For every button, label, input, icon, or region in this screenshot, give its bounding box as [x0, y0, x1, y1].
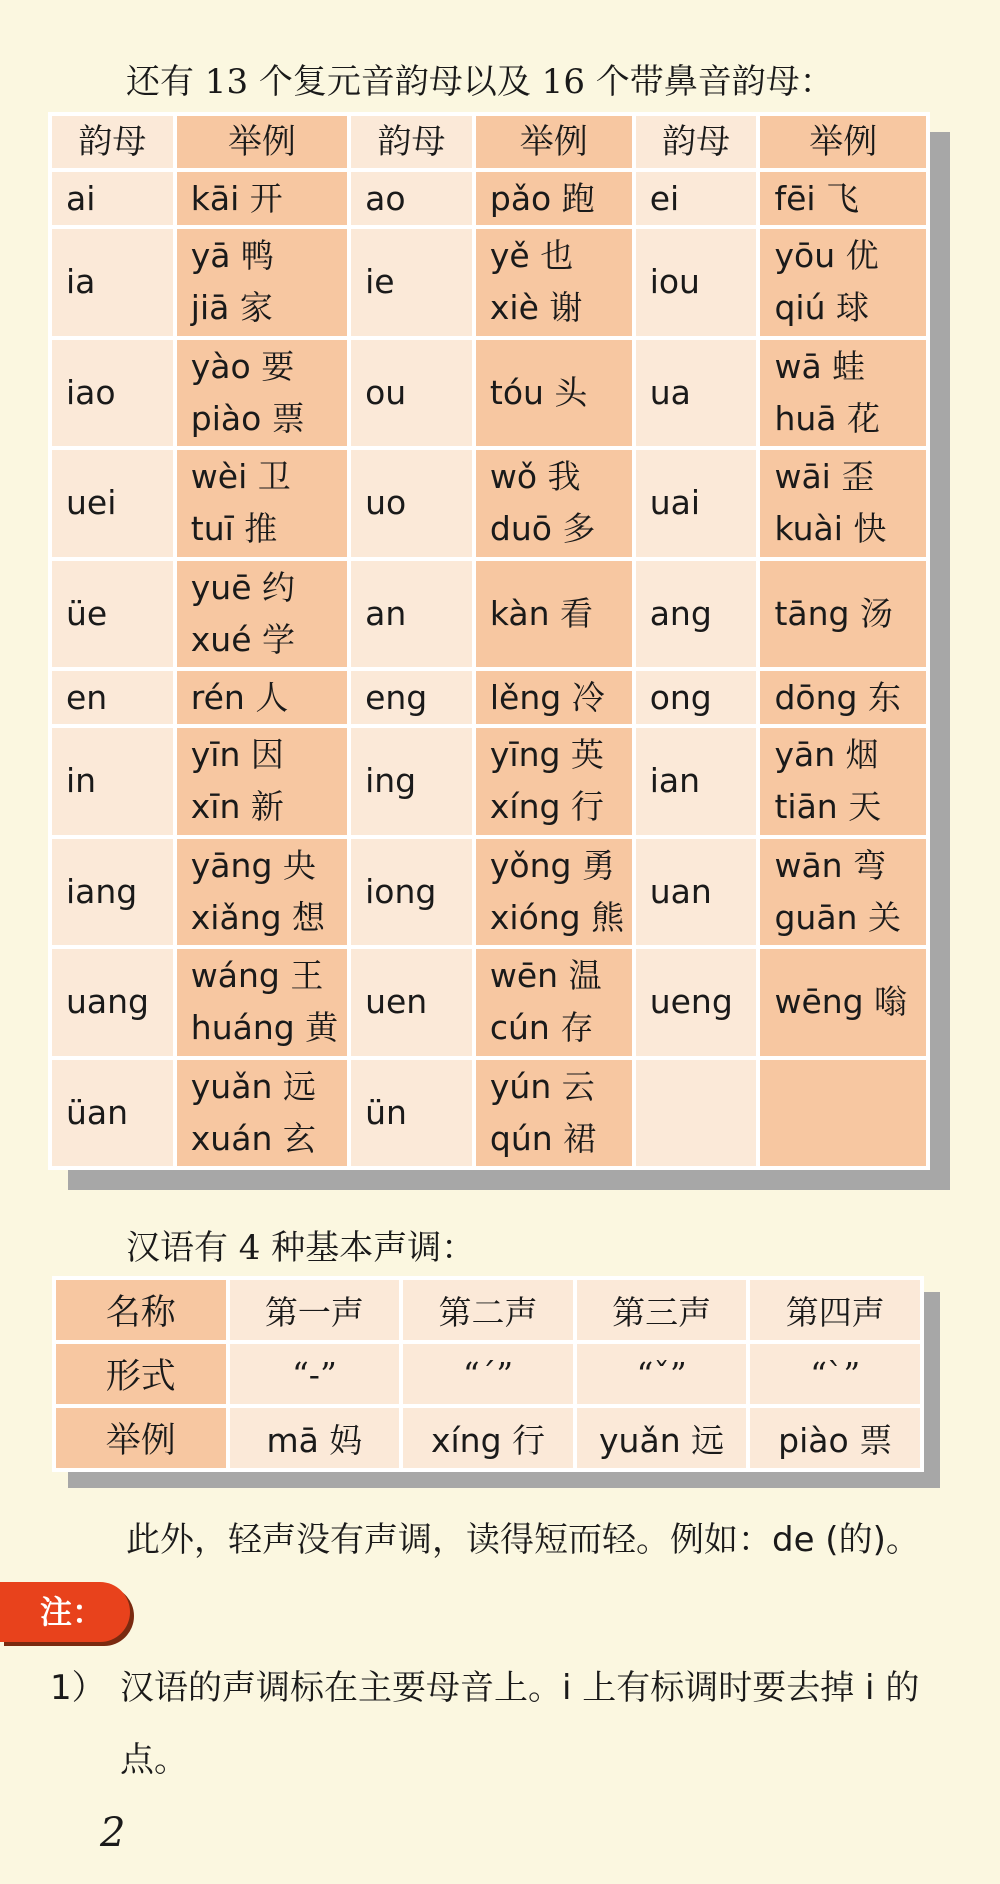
example-word: wā 蛙: [774, 346, 866, 386]
example-cell: [476, 561, 632, 667]
example-word: wǒ 我: [489, 457, 581, 497]
finals-row: [52, 450, 926, 556]
tone-example: xíng 行: [403, 1408, 573, 1468]
example-word: wèi 卫: [190, 457, 291, 497]
example-cell: [177, 671, 347, 724]
example-word: yīng 英: [489, 735, 604, 775]
page-number: 2: [100, 1810, 126, 1856]
example-word: yōu 优: [774, 236, 879, 276]
finals-row: [52, 340, 926, 446]
final-cell: uai: [636, 450, 757, 556]
example-word: qún 裙: [489, 1118, 597, 1158]
neutral-tone-text: 此外，轻声没有声调，读得短而轻。例如：de (的)。: [126, 1520, 920, 1560]
example-word: wēn 温: [489, 956, 602, 996]
example-word: xíng 行: [489, 787, 604, 827]
example-word: xué 学: [190, 619, 296, 659]
example-word: jiā 家: [190, 288, 273, 328]
tone-example: mā 妈: [230, 1408, 400, 1468]
example-word: wēng 嗡: [774, 982, 908, 1022]
example-word: xuán 玄: [190, 1118, 316, 1158]
final-cell: iong: [351, 839, 472, 945]
note-label: 注：: [0, 1582, 130, 1642]
example-word: wāi 歪: [774, 457, 875, 497]
finals-header-row: [52, 116, 926, 168]
tone-form: “ˋ”: [750, 1344, 920, 1404]
final-cell: ao: [351, 172, 472, 225]
example-word: huáng 黄: [190, 1008, 339, 1048]
example-word: yuē 约: [190, 567, 296, 607]
example-word: tuī 推: [190, 509, 278, 549]
example-word: kàn 看: [489, 593, 594, 633]
tones-row-names: [56, 1280, 920, 1340]
tone-name: 第四声: [750, 1280, 920, 1340]
note-text: 汉语的声调标在主要母音上。i 上有标调时要去掉 i 的点。: [120, 1668, 920, 1780]
final-cell: ang: [636, 561, 757, 667]
final-cell: ia: [52, 229, 173, 335]
example-cell: [177, 172, 347, 225]
header-example: 举例: [177, 116, 347, 168]
final-cell: uang: [52, 949, 173, 1055]
example-word: xīn 新: [190, 787, 284, 827]
example-word: qiú 球: [774, 288, 869, 328]
final-cell: uo: [351, 450, 472, 556]
final-cell: [636, 1060, 757, 1167]
example-cell: [760, 561, 926, 667]
final-cell: ing: [351, 728, 472, 834]
final-cell: ai: [52, 172, 173, 225]
example-cell: [760, 728, 926, 834]
example-word: kuài 快: [774, 509, 887, 549]
tones-row-forms: [56, 1344, 920, 1404]
finals-row: [52, 671, 926, 724]
tone-name: 第一声: [230, 1280, 400, 1340]
example-word: huā 花: [774, 398, 881, 438]
example-word: pǎo 跑: [489, 178, 595, 218]
final-cell: uan: [636, 839, 757, 945]
finals-row: [52, 728, 926, 834]
example-cell: [476, 949, 632, 1055]
example-word: wáng 王: [190, 956, 324, 996]
final-cell: üe: [52, 561, 173, 667]
tones-intro: 汉语有 4 种基本声调：: [126, 1228, 476, 1268]
tones-table: [52, 1276, 924, 1472]
finals-row: [52, 172, 926, 225]
example-word: lěng 冷: [489, 677, 605, 717]
finals-row: [52, 949, 926, 1055]
example-cell: [760, 949, 926, 1055]
example-word: kāi 开: [190, 178, 283, 218]
final-cell: ou: [351, 340, 472, 446]
final-cell: ie: [351, 229, 472, 335]
header-example: 举例: [760, 116, 926, 168]
example-cell: [476, 229, 632, 335]
finals-row: [52, 1060, 926, 1167]
final-cell: ong: [636, 671, 757, 724]
example-cell: [476, 172, 632, 225]
row-label: 形式: [56, 1344, 226, 1404]
tone-name: 第三声: [577, 1280, 747, 1340]
example-word: dōng 东: [774, 677, 901, 717]
header-final: 韵母: [52, 116, 173, 168]
example-word: xiǎng 想: [190, 897, 326, 937]
final-cell: iang: [52, 839, 173, 945]
final-cell: iao: [52, 340, 173, 446]
example-word: tóu 头: [489, 372, 588, 412]
example-word: piào 票: [190, 398, 305, 438]
example-word: yǒng 勇: [489, 845, 615, 885]
note-number: 1）: [50, 1668, 106, 1708]
tone-name: 第二声: [403, 1280, 573, 1340]
final-cell: an: [351, 561, 472, 667]
final-cell: ueng: [636, 949, 757, 1055]
tone-form: “ˇ”: [577, 1344, 747, 1404]
example-word: yuǎn 远: [190, 1066, 316, 1106]
final-cell: ian: [636, 728, 757, 834]
example-cell: [760, 671, 926, 724]
example-cell: [760, 172, 926, 225]
example-word: xiè 谢: [489, 288, 583, 328]
tone-example: yuǎn 远: [577, 1408, 747, 1468]
example-cell: [476, 450, 632, 556]
example-cell: [760, 839, 926, 945]
tone-example: piào 票: [750, 1408, 920, 1468]
header-final: 韵母: [351, 116, 472, 168]
final-cell: uen: [351, 949, 472, 1055]
example-word: guān 关: [774, 897, 901, 937]
example-cell: [177, 949, 347, 1055]
finals-table: [48, 112, 930, 1170]
finals-intro: 还有 13 个复元音韵母以及 16 个带鼻音韵母：: [126, 62, 834, 102]
example-cell: [476, 839, 632, 945]
example-word: cún 存: [489, 1008, 594, 1048]
final-cell: en: [52, 671, 173, 724]
example-word: fēi 飞: [774, 178, 860, 218]
row-label: 举例: [56, 1408, 226, 1468]
example-word: tiān 天: [774, 787, 882, 827]
row-label: 名称: [56, 1280, 226, 1340]
example-cell: [760, 229, 926, 335]
final-cell: iou: [636, 229, 757, 335]
example-cell: [177, 1060, 347, 1167]
tone-form: “ˊ”: [403, 1344, 573, 1404]
example-cell: [177, 450, 347, 556]
tones-table-container: [52, 1276, 924, 1472]
example-cell: [177, 839, 347, 945]
example-cell: [476, 1060, 632, 1167]
example-word: wān 弯: [774, 845, 887, 885]
final-cell: ün: [351, 1060, 472, 1167]
example-cell: [177, 229, 347, 335]
header-final: 韵母: [636, 116, 757, 168]
example-word: rén 人: [190, 677, 289, 717]
final-cell: üan: [52, 1060, 173, 1167]
final-cell: uei: [52, 450, 173, 556]
example-word: tāng 汤: [774, 593, 893, 633]
header-example: 举例: [476, 116, 632, 168]
finals-row: [52, 561, 926, 667]
example-cell: [760, 450, 926, 556]
example-word: yā 鸭: [190, 236, 275, 276]
tone-form: “-”: [230, 1344, 400, 1404]
example-word: yīn 因: [190, 735, 284, 775]
example-cell: [177, 728, 347, 834]
example-cell: [760, 340, 926, 446]
example-cell: [760, 1060, 926, 1167]
example-word: yān 烟: [774, 735, 879, 775]
tones-row-examples: [56, 1408, 920, 1468]
finals-row: [52, 229, 926, 335]
example-cell: [177, 561, 347, 667]
final-cell: in: [52, 728, 173, 834]
finals-table-container: [48, 112, 930, 1170]
example-word: duō 多: [489, 509, 596, 549]
example-cell: [476, 728, 632, 834]
final-cell: eng: [351, 671, 472, 724]
example-word: yě 也: [489, 236, 574, 276]
example-cell: [177, 340, 347, 446]
example-word: yāng 央: [190, 845, 316, 885]
final-cell: ei: [636, 172, 757, 225]
example-word: xióng 熊: [489, 897, 625, 937]
example-cell: [476, 340, 632, 446]
example-cell: [476, 671, 632, 724]
finals-row: [52, 839, 926, 945]
example-word: yún 云: [489, 1066, 595, 1106]
example-word: yào 要: [190, 346, 295, 386]
final-cell: ua: [636, 340, 757, 446]
